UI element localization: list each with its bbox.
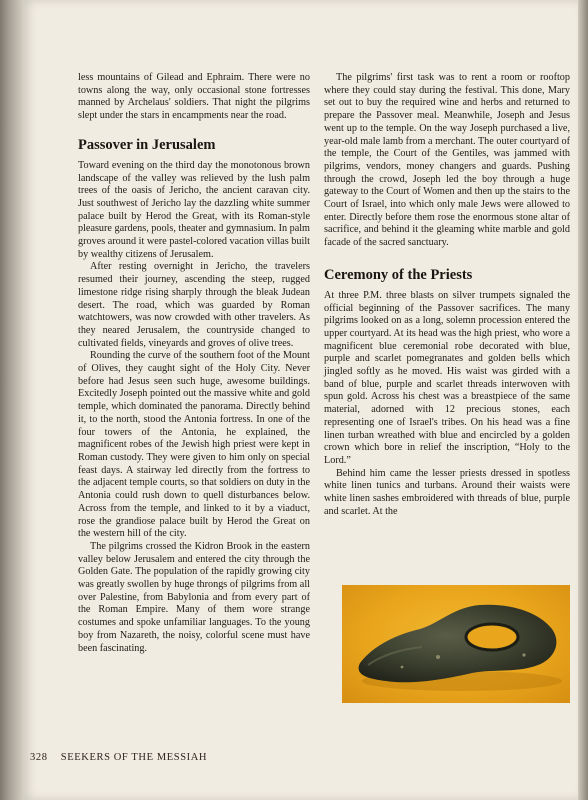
page-footer: [30, 752, 207, 763]
paragraph: At three P.M. three blasts on silver trumpets signaled the official beginning of the Passover sacrifices. The many pilgrims looked on as a long, solemn procession entered the upper courtyard. At its head was the high priest, who wore a magnificent blue ceremonial robe decorated with blue, purple and scarlet pomegranates and golden bells which jingled softly as he moved. His waist was girded with a band of blue, purple and scarlet threads interwoven with spun gold. Across his chest was a breastpiece of the same material, adorned with 12 precious stones, each representing one of Israel's tribes. On his head was a fine linen turban wreathed with blue and encircled by a golden crown which bore in relief the inscription, “Holy to the Lord.”: [324, 289, 570, 466]
left-text-column: [78, 72, 310, 655]
paragraph: Behind him came the lesser priests dressed in spotless white linen tunics and turbans. Around their waists were white linen sashes embroidered with threads of blue, purple and scarlet. At the: [324, 467, 570, 517]
paragraph: The pilgrims' first task was to rent a room or rooftop where they could stay during the festival. This done, Mary set out to buy the required wine and herbs and returned to prepare the Passover meal. Meanwhile, Joseph and Jesus went up to the temple. On the way Joseph purchased a live, year-old male lamb from a merchant. The outer courtyard of the temple, the Court of the Gentiles, was jammed with pilgrims, vendors, money changers and guards. Pushing through the crowd, Joseph led the boy through a huge gateway to the Court of Women and then up the stairs to the Court of Israel, into which only male Jews were allowed to enter. Directly before them rose the enormous stone altar of sacrifice, and behind it the gleaming white marble and gold facade of the sacred sanctuary.: [324, 72, 570, 249]
paragraph: Rounding the curve of the southern foot of the Mount of Olives, they caught sight of the Holy City. Never before had Jesus seen such huge, awesome buildings. Excitedly Joseph pointed out the massive white and gold temple, which dominated the panorama. Directly behind it, to the north, stood the Antonia fortress. In one of the four towers of the Antonia, he explained, the magnificent robes of the Jewish high priest were kept in Roman custody. They were given to him only on special feast days. A stairway led directly from the fortress to the adjacent temple courts, so that soldiers on duty in the Antonia could rush down to quell disturbances below. Across from the temple, and linked to it by a viaduct, rose the grandiose palace built by Herod the Great on the western hill of the city.: [78, 350, 310, 540]
paragraph: less mountains of Gilead and Ephraim. There were no towns along the way, only occasional stone fortresses manned by Archelaus' soldiers. That night the pilgrims slept under the stars in encampments near the road.: [78, 72, 310, 122]
page-binding-shadow: [0, 0, 22, 800]
section-heading-passover: Passover in Jerusalem: [78, 136, 216, 153]
running-title: SEEKERS OF THE MESSIAH: [60, 752, 208, 763]
paragraph: After resting overnight in Jericho, the travelers resumed their journey, ascending the steep, rugged limestone ridge rising sharply through the bleak Judean desert. The road, which was guarded by Roman watchtowers, was now crowded with other travelers. As they neared Jerusalem, the countryside changed to cultivated fields, vineyards and groves of olive trees.: [78, 261, 310, 349]
paragraph: The pilgrims crossed the Kidron Brook in the eastern valley below Jerusalem and entered the city through the Golden Gate. The population of the rapidly growing city was greatly swollen by huge throngs of pilgrims from all over Palestine, from Babylonia and from every part of the Roman Empire. Many of them wore strange costumes and spoke unfamiliar languages. To the young boy from Nazareth, the noisy, colorful scene must have been fascinating.: [78, 540, 310, 654]
section-heading-ceremony: Ceremony of the Priests: [324, 266, 473, 283]
page-right-edge: [578, 0, 588, 800]
paragraph: Toward evening on the third day the monotonous brown landscape of the valley was relieved by the lush palm trees of the oasis of Jericho, the ancient caravan city. Just southwest of Jericho lay the dazzling white summer palace built by Herod the Great, with its Roman-style pleasure gardens, pools, theater and gymnasium. In palm groves around it were pastel-colored vacation villas built by wealthy citizens of Jerusalem.: [78, 159, 310, 260]
artifact-photo: [342, 585, 570, 703]
artifact-object-image: [342, 585, 570, 703]
page-number: 328: [30, 752, 48, 763]
right-text-column: [324, 72, 570, 519]
